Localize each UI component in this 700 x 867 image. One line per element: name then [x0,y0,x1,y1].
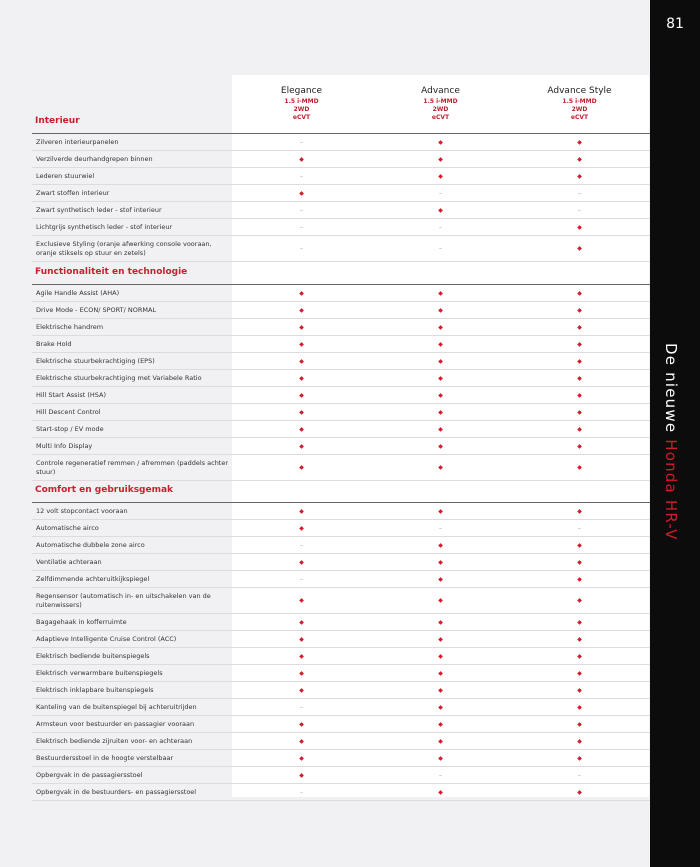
table-row [32,134,650,151]
included-marker: ◆ [299,442,304,450]
included-marker: ◆ [299,323,304,331]
included-marker: ◆ [299,340,304,348]
included-marker: ◆ [577,223,582,231]
row-label: Adaptieve Intelligente Cruise Control (ACC) [36,634,177,643]
column-spec [232,98,371,122]
included-marker: ◆ [577,442,582,450]
row-label: Elektrische stuurbekrachtiging met Variabele Ratio [36,373,202,382]
row-label: Elektrische stuurbekrachtiging (EPS) [36,356,155,365]
included-marker: ◆ [299,289,304,297]
not-included-marker: – [300,245,303,252]
row-label: Armsteun voor bestuurder en passagier vooraan [36,719,195,728]
table-row [32,438,650,455]
column-spec [371,98,510,122]
included-marker: ◆ [438,138,443,146]
included-marker: ◆ [299,652,304,660]
row-label: Ventilatie achteraan [36,557,102,566]
table-row [32,185,650,202]
side-title-part2: Honda HR-V [662,439,680,541]
row-label: Regensensor (automatisch in- en uitschakelen van de ruitenwissers) [36,591,211,609]
included-marker: ◆ [438,442,443,450]
not-included-marker: – [300,172,303,180]
included-marker: ◆ [577,737,582,745]
included-marker: ◆ [577,669,582,677]
row-label: Start-stop / EV mode [36,424,104,433]
row-label: Opbergvak in de bestuurders- en passagiersstoel [36,787,197,796]
included-marker: ◆ [299,720,304,728]
included-marker: ◆ [577,686,582,694]
table-row [32,353,650,370]
included-marker: ◆ [577,374,582,382]
not-included-marker: – [578,189,581,197]
included-marker: ◆ [577,575,582,583]
included-marker: ◆ [299,669,304,677]
not-included-marker: – [300,138,303,146]
included-marker: ◆ [299,155,304,163]
table-row [32,716,650,733]
row-label: Lederen stuurwiel [36,171,95,180]
not-included-marker: – [578,771,581,779]
row-label: Bagagehaak in kofferruimte [36,617,127,626]
table-row [32,571,650,588]
included-marker: ◆ [299,618,304,626]
column-spec-line: eCVT [570,114,589,121]
included-marker: ◆ [438,391,443,399]
included-marker: ◆ [299,391,304,399]
included-marker: ◆ [438,408,443,416]
not-included-marker: – [578,206,581,214]
table-row [32,370,650,387]
included-marker: ◆ [299,635,304,643]
included-marker: ◆ [577,558,582,566]
row-label: Elektrisch bediende zijruiten voor- en achteraan [36,736,193,745]
included-marker: ◆ [299,754,304,762]
column-name: Advance [421,86,460,96]
row-label: Exclusieve Styling (oranje afwerking console vooraan, oranje stiksels op stuur en zetels) [36,239,212,257]
included-marker: ◆ [299,374,304,382]
row-label: Elektrische handrem [36,322,104,331]
row-label: Opbergvak in de passagiersstoel [36,770,143,779]
included-marker: ◆ [438,323,443,331]
table-row [32,699,650,716]
included-marker: ◆ [438,669,443,677]
column-spec-line: 1.5 i-MMD [423,98,458,105]
table-row [32,682,650,699]
included-marker: ◆ [577,155,582,163]
not-included-marker: – [300,788,303,796]
row-label: Automatische airco [36,523,99,532]
row-label: Agile Handle Assist (AHA) [36,288,120,297]
section-title: Functionaliteit en technologie [35,267,188,277]
included-marker: ◆ [438,464,443,471]
included-marker: ◆ [438,575,443,583]
table-row [32,319,650,336]
included-marker: ◆ [577,597,582,604]
included-marker: ◆ [438,652,443,660]
not-included-marker: – [300,223,303,231]
included-marker: ◆ [577,754,582,762]
not-included-marker: – [300,541,303,549]
row-label: Zwart synthetisch leder - stof interieur [36,205,162,214]
row-label: Automatische dubbele zone airco [36,540,145,549]
table-row [32,537,650,554]
included-marker: ◆ [299,771,304,779]
included-marker: ◆ [438,635,443,643]
page-number: 81 [666,16,684,32]
included-marker: ◆ [577,635,582,643]
included-marker: ◆ [438,737,443,745]
included-marker: ◆ [299,189,304,197]
not-included-marker: – [439,771,442,779]
included-marker: ◆ [438,788,443,796]
column-header [371,86,510,122]
included-marker: ◆ [577,408,582,416]
row-label: 12 volt stopcontact vooraan [36,506,128,515]
included-marker: ◆ [438,558,443,566]
section-title: Interieur [35,116,80,126]
included-marker: ◆ [299,507,304,515]
side-title [662,343,680,541]
table-row [32,168,650,185]
row-label: Bestuurdersstoel in de hoogte verstelbaar [36,753,174,762]
column-spec-line: 2WD [571,106,588,113]
included-marker: ◆ [299,558,304,566]
included-marker: ◆ [577,652,582,660]
table-row [32,219,650,236]
table-row [32,784,650,801]
row-label: Zilveren interieurpanelen [36,137,119,146]
column-spec-line: eCVT [292,114,311,121]
side-title-part1: De nieuwe [662,343,680,440]
row-label: Brake Hold [36,339,72,348]
included-marker: ◆ [577,720,582,728]
row-label: Elektrisch bediende buitenspiegels [36,651,150,660]
column-spec-line: 1.5 i-MMD [284,98,319,105]
included-marker: ◆ [438,425,443,433]
column-name: Elegance [280,86,323,96]
included-marker: ◆ [438,720,443,728]
table-row [32,520,650,537]
included-marker: ◆ [438,541,443,549]
table-row [32,733,650,750]
included-marker: ◆ [577,788,582,796]
included-marker: ◆ [299,686,304,694]
column-header [232,86,371,122]
included-marker: ◆ [299,737,304,745]
table-row [32,302,650,319]
table-row [32,404,650,421]
included-marker: ◆ [299,306,304,314]
included-marker: ◆ [577,703,582,711]
column-spec-line: 2WD [432,106,449,113]
row-label: Zelfdimmende achteruitkijkspiegel [36,574,150,583]
included-marker: ◆ [299,425,304,433]
row-label: Drive Mode - ECON/ SPORT/ NORMAL [36,305,157,314]
included-marker: ◆ [299,597,304,604]
included-marker: ◆ [438,597,443,604]
table-row [32,455,650,481]
table-row [32,750,650,767]
included-marker: ◆ [577,464,582,471]
column-name: Advance Style [547,86,612,96]
row-label: Controle regeneratief remmen / afremmen (paddels achter stuur) [36,458,229,476]
table-row [32,631,650,648]
column-spec-line: eCVT [431,114,450,121]
included-marker: ◆ [577,245,582,252]
row-label: Lichtgrijs synthetisch leder - stof interieur [36,222,173,231]
not-included-marker: – [439,223,442,231]
row-label: Hill Start Assist (HSA) [36,390,106,399]
section-title: Comfort en gebruiksgemak [35,485,174,495]
included-marker: ◆ [299,524,304,532]
included-marker: ◆ [438,357,443,365]
included-marker: ◆ [577,172,582,180]
included-marker: ◆ [577,507,582,515]
included-marker: ◆ [438,172,443,180]
table-row [32,285,650,302]
included-marker: ◆ [299,408,304,416]
included-marker: ◆ [438,374,443,382]
included-marker: ◆ [577,391,582,399]
table-row [32,665,650,682]
table-row [32,336,650,353]
table-row [32,648,650,665]
not-included-marker: – [300,703,303,711]
not-included-marker: – [300,575,303,583]
included-marker: ◆ [438,340,443,348]
table-row [32,236,650,262]
included-marker: ◆ [577,340,582,348]
not-included-marker: – [439,524,442,532]
included-marker: ◆ [577,138,582,146]
table-row [32,503,650,520]
row-label: Hill Descent Control [36,407,101,416]
included-marker: ◆ [438,686,443,694]
included-marker: ◆ [438,507,443,515]
row-label: Zwart stoffen interieur [36,188,110,197]
column-spec [510,98,649,122]
table-row [32,554,650,571]
included-marker: ◆ [438,754,443,762]
table-row [32,151,650,168]
included-marker: ◆ [438,155,443,163]
included-marker: ◆ [299,464,304,471]
included-marker: ◆ [438,618,443,626]
column-spec-line: 2WD [293,106,310,113]
table-row [32,614,650,631]
included-marker: ◆ [438,306,443,314]
included-marker: ◆ [577,289,582,297]
row-label: Verzilverde deurhandgrepen binnen [36,154,153,163]
included-marker: ◆ [577,425,582,433]
included-marker: ◆ [438,703,443,711]
not-included-marker: – [439,189,442,197]
table-row [32,202,650,219]
included-marker: ◆ [577,541,582,549]
row-label: Kanteling van de buitenspiegel bij achteruitrijden [36,702,197,711]
table-row [32,421,650,438]
included-marker: ◆ [299,357,304,365]
included-marker: ◆ [438,206,443,214]
not-included-marker: – [578,524,581,532]
included-marker: ◆ [577,323,582,331]
row-label: Elektrisch inklapbare buitenspiegels [36,685,154,694]
table-row [32,387,650,404]
table-row [32,588,650,614]
table-row [32,767,650,784]
included-marker: ◆ [438,289,443,297]
included-marker: ◆ [577,357,582,365]
included-marker: ◆ [577,618,582,626]
column-spec-line: 1.5 i-MMD [562,98,597,105]
included-marker: ◆ [577,306,582,314]
row-label: Elektrisch verwarmbare buitenspiegels [36,668,163,677]
not-included-marker: – [300,206,303,214]
not-included-marker: – [439,245,442,252]
row-label: Multi Info Display [36,441,93,450]
column-header [510,86,649,122]
